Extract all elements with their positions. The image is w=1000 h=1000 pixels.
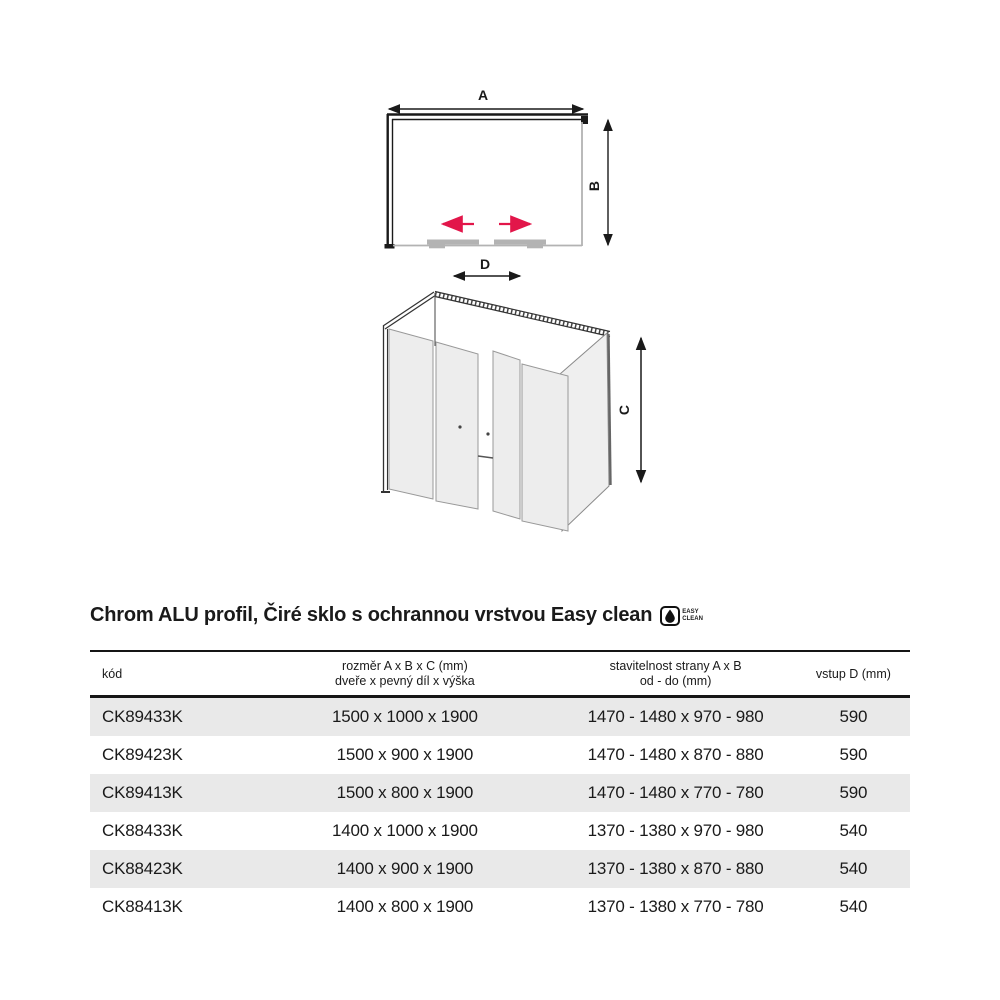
cell-entry: 590 xyxy=(839,783,868,802)
cell-size: 1500 x 800 x 1900 xyxy=(336,783,474,802)
left-door-guide xyxy=(429,245,445,249)
table-row xyxy=(90,736,910,774)
header-adjustability: stavitelnost strany A x B od - do (mm) xyxy=(554,651,796,697)
cell-adjustability: 1370 - 1380 x 970 - 980 xyxy=(587,821,764,840)
cell-size: 1400 x 1000 x 1900 xyxy=(332,821,478,840)
cell-entry: 540 xyxy=(839,859,868,878)
cell-size: 1400 x 800 x 1900 xyxy=(336,897,474,916)
dimension-d-label: D xyxy=(479,256,491,272)
back-top-rail-edge xyxy=(435,292,610,332)
cell-code: CK89423K xyxy=(102,745,183,764)
cell-size: 1500 x 900 x 1900 xyxy=(336,745,474,764)
dimension-b xyxy=(586,120,608,245)
left-sliding-door xyxy=(427,240,479,245)
back-top-rail-edge2 xyxy=(435,297,610,337)
left-top-rail-edge xyxy=(383,292,434,326)
perspective-view-diagram xyxy=(358,278,663,563)
cell-adjustability: 1470 - 1480 x 870 - 880 xyxy=(587,745,764,764)
dimension-b-label: B xyxy=(586,180,602,192)
dimension-a xyxy=(389,87,583,109)
door-connector-line xyxy=(478,456,493,458)
door-handle-right xyxy=(486,432,489,435)
right-door-guide xyxy=(527,245,543,249)
dimension-c xyxy=(616,338,641,482)
fixed-panel-left xyxy=(389,329,433,499)
page-title: Chrom ALU profil, Čiré sklo s ochrannou vrstvou Easy clean xyxy=(90,604,653,626)
header-size: rozměr A x B x C (mm) dveře x pevný díl x výška xyxy=(255,651,554,697)
header-entry: vstup D (mm) xyxy=(797,651,910,697)
easy-clean-label: EASY CLEAN xyxy=(682,609,703,622)
door-handle-left xyxy=(458,425,461,428)
water-drop-icon xyxy=(660,606,680,626)
title-row xyxy=(90,604,910,627)
cell-code: CK88433K xyxy=(102,821,183,840)
cell-code: CK89413K xyxy=(102,783,183,802)
cell-adjustability: 1370 - 1380 x 770 - 780 xyxy=(587,897,764,916)
cell-entry: 540 xyxy=(839,897,868,916)
right-sliding-door xyxy=(494,240,546,245)
cell-entry: 590 xyxy=(839,745,868,764)
front-glass-panels xyxy=(389,329,568,531)
table-row xyxy=(90,888,910,926)
table-row xyxy=(90,812,910,850)
plan-view-diagram xyxy=(372,85,628,291)
product-spec-table xyxy=(90,650,910,926)
sliding-door-right xyxy=(493,351,520,519)
cell-code: CK89433K xyxy=(102,707,183,726)
cell-code: CK88413K xyxy=(102,897,183,916)
table-row xyxy=(90,774,910,812)
table-row xyxy=(90,850,910,888)
table-row xyxy=(90,697,910,737)
cell-entry: 540 xyxy=(839,821,868,840)
cell-code: CK88423K xyxy=(102,859,183,878)
table-body xyxy=(90,697,910,927)
cell-size: 1500 x 1000 x 1900 xyxy=(332,707,478,726)
header-code: kód xyxy=(90,651,255,697)
back-top-rail-hatch xyxy=(435,294,610,334)
easy-clean-badge xyxy=(660,606,703,626)
glass-walls xyxy=(393,122,582,248)
left-top-rail-edge2 xyxy=(385,295,436,329)
fixed-panel-right xyxy=(522,364,568,531)
dimension-d xyxy=(454,256,520,276)
wall-profile xyxy=(385,114,589,249)
cell-adjustability: 1470 - 1480 x 970 - 980 xyxy=(587,707,764,726)
dimension-a-label: A xyxy=(477,87,489,103)
cell-adjustability: 1470 - 1480 x 770 - 780 xyxy=(587,783,764,802)
sliding-door-left xyxy=(436,342,478,509)
table-header xyxy=(90,651,910,697)
cell-size: 1400 x 900 x 1900 xyxy=(336,859,474,878)
dimension-c-label: C xyxy=(616,404,632,416)
cell-adjustability: 1370 - 1380 x 870 - 880 xyxy=(587,859,764,878)
cell-entry: 590 xyxy=(839,707,868,726)
